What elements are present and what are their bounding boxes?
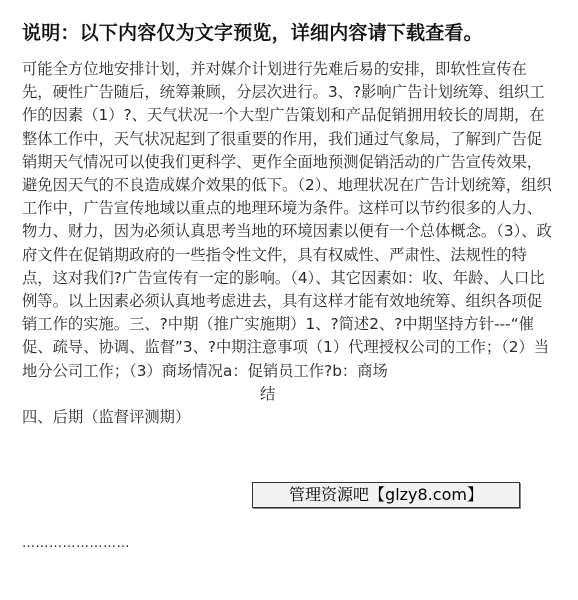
body-text-main: 可能全方位地安排计划，并对媒介计划进行先难后易的安排，即软性宣传在先，硬性广告随后，统筹兼顾，分层次进行。3、?影响广告计划统筹、组织工作的因素（1）?、天气状况一个大型广告策划和产品促销拥用较长的周期，在整体工作中，天气状况起到了很重要的作用，我们通过气象局，了解到广告促销期天气情况可以使我们更科学、更作全面地预测促销活动的广告宣传效果，避免因天气的不良造成媒介效果的低下。（2）、地理状况在广告计划统筹，组织工作中，广告宣传地域以重点的地理环境为条件。这样可以节约很多的人力、物力、财力，因为必须认真思考当地的环境因素以便有一个总体概念。（3）、政府文件在促销期政府的一些指令性文件，具有权威性、严肃性、法规性的特点，这对我们?广告宣传有一定的影响。（4）、其它因素如：收、年龄、人口比例等。以上因素必须认真地考虑进去，具有这样才能有效地统筹、组织各项促销工作的实施。三、?中期（推广实施期）1、?简述2、?中期坚持方针---“催促、疏导、协调、监督”3、?中期注意事项（1）代理授权公司的工作；（2）当地分公司工作；（3）商场情况a：促销员工作?b：商场 xyxy=(22,60,552,380)
ellipsis-divider: …………………… xyxy=(22,536,130,551)
preview-notice: 说明：以下内容仅为文字预览，详细内容请下载查看。 xyxy=(22,22,483,44)
document-body xyxy=(22,58,557,429)
body-paragraph xyxy=(22,58,557,406)
body-paragraph-end: 四、后期（监督评测期） xyxy=(22,408,191,427)
body-text-tail: 结 xyxy=(260,384,276,403)
watermark-banner: 管理资源吧【glzy8.com】 xyxy=(252,482,520,508)
